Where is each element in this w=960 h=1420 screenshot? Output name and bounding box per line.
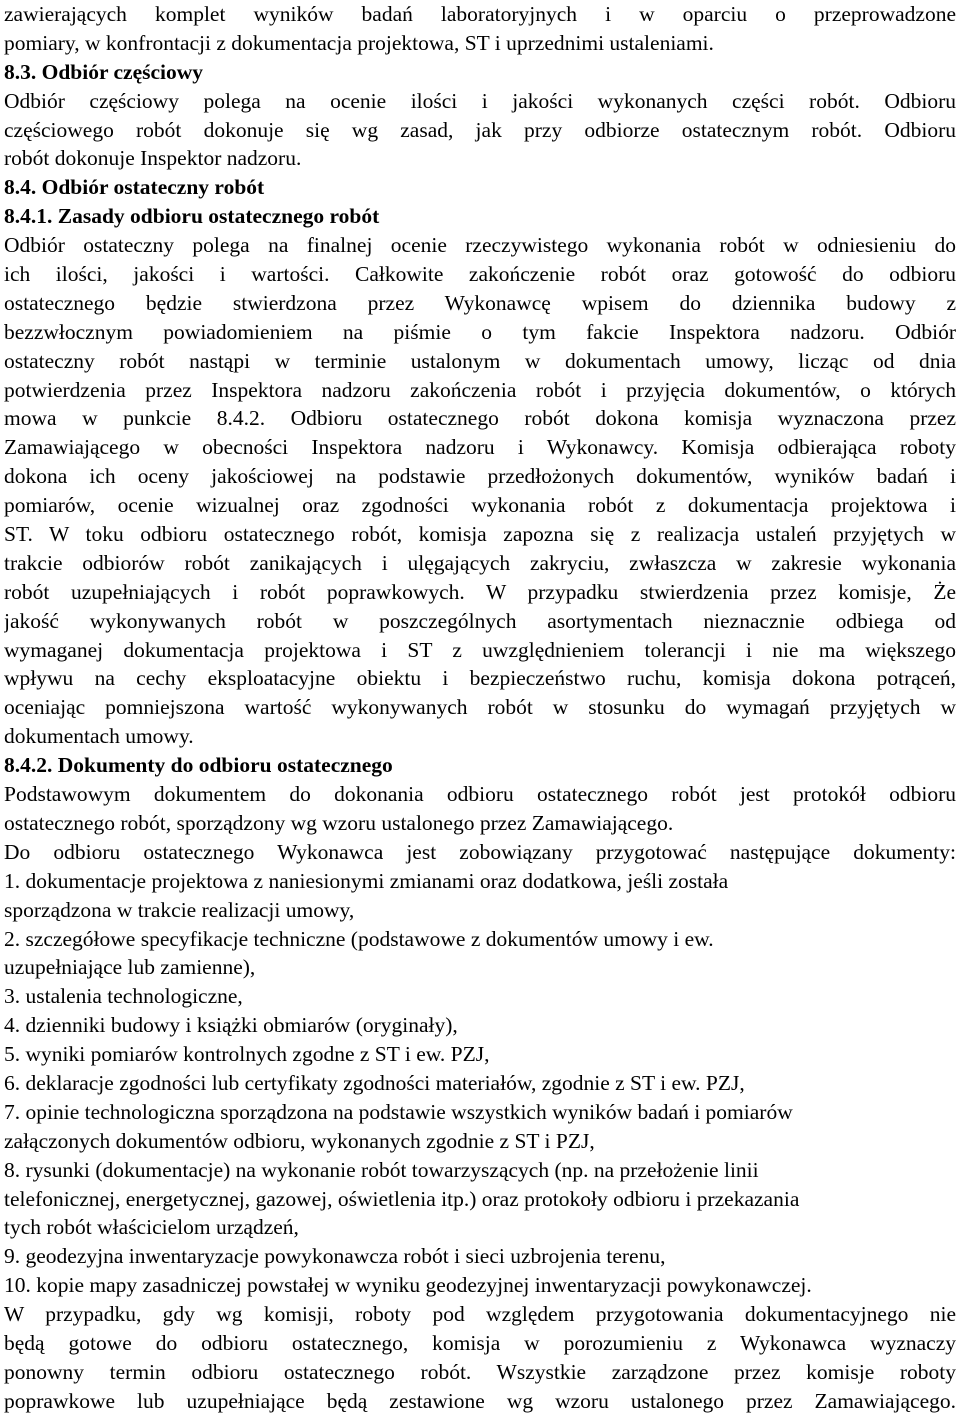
text-line: 2. szczegółowe specyfikacje techniczne (podstawowe z dokumentów umowy i ew.	[4, 926, 714, 951]
text-line: 10. kopie mapy zasadniczej powstałej w wyniku geodezyjnej inwentaryzacji powykonawczej.	[4, 1273, 812, 1298]
text-line: dokumentach umowy.	[4, 724, 194, 749]
text-line: 3. ustalenia technologiczne,	[4, 984, 243, 1009]
text-line: 8. rysunki (dokumentacje) na wykonanie robót towarzyszących (np. na przełożenie linii	[4, 1157, 759, 1182]
text-line: sporządzona w trakcie realizacji umowy,	[4, 897, 355, 922]
text-line: 4. dzienniki budowy i książki obmiarów (oryginały),	[4, 1013, 458, 1038]
text-line: Zamawiającego w obecności Inspektora nadzoru i Wykonawcy. Komisja odbierająca roboty	[4, 435, 956, 460]
text-line: uzupełniające lub zamienne),	[4, 955, 256, 980]
text-line: pomiary, w konfrontacji z dokumentacja projektowa, ST i uprzednimi ustaleniami.	[4, 30, 714, 55]
text-line: wpływu na cechy eksploatacyjne obiektu i bezpieczeństwo ruchu, komisja dokona potrąceń,	[4, 666, 956, 691]
text-line: zawierających komplet wyników badań laboratoryjnych i w oparciu o przeprowadzone	[4, 2, 956, 26]
text-line: ST. W toku odbioru ostatecznego robót, komisja zapozna się z realizacja ustaleń przyjętych w	[4, 522, 956, 547]
text-line: oceniając pomniejszona wartość wykonywanych robót w stosunku do wymagań przyjętych w	[4, 695, 956, 720]
text-line: robót dokonuje Inspektor nadzoru.	[4, 146, 302, 171]
text-line: załączonych dokumentów odbioru, wykonanych zgodnie z ST i PZJ,	[4, 1128, 595, 1153]
section-heading: 8.4.2. Dokumenty do odbioru ostatecznego	[4, 753, 393, 778]
text-line: 7. opinie technologiczna sporządzona na podstawie wszystkich wyników badań i pomiarów	[4, 1099, 793, 1124]
section-heading: 8.4. Odbiór ostateczny robót	[4, 175, 265, 200]
text-line: jakość wykonywanych robót w poszczególnych asortymentach nieznacznie odbiega od	[4, 608, 956, 633]
text-line: ostatecznego będzie stwierdzona przez Wykonawcę wpisem do dziennika budowy z	[4, 290, 956, 315]
text-line: ponowny termin odbioru ostatecznego robót. Wszystkie zarządzone przez komisje roboty	[4, 1359, 956, 1384]
text-line: potwierdzenia przez Inspektora nadzoru zakończenia robót i przyjęcia dokumentów, o których	[4, 377, 956, 402]
text-line: bezzwłocznym powiadomieniem na piśmie o tym fakcie Inspektora nadzoru. Odbiór	[4, 319, 956, 344]
text-line: Do odbioru ostatecznego Wykonawca jest zobowiązany przygotować następujące dokumenty:	[4, 839, 956, 864]
text-line: Odbiór częściowy polega na ocenie ilości i jakości wykonanych części robót. Odbioru	[4, 88, 956, 113]
text-line: dokona ich oceny jakościowej na podstawie przedłożonych dokumentów, wyników badań i	[4, 464, 956, 489]
section-heading: 8.4.1. Zasady odbioru ostatecznego robót	[4, 204, 380, 229]
text-line: wymaganej dokumentacja projektowa i ST z uwzględnieniem tolerancji i nie ma większego	[4, 637, 956, 662]
text-line: ostateczny robót nastąpi w terminie ustalonym w dokumentach umowy, licząc od dnia	[4, 348, 956, 373]
text-line: W przypadku, gdy wg komisji, roboty pod względem przygotowania dokumentacyjnego nie	[4, 1302, 956, 1327]
text-line: ostatecznego robót, sporządzony wg wzoru ustalonego przez Zamawiającego.	[4, 810, 674, 835]
text-line: poprawkowe lub uzupełniające będą zestawione wg wzoru ustalonego przez Zamawiającego.	[4, 1388, 956, 1413]
text-line: telefonicznej, energetycznej, gazowej, oświetlenia itp.) oraz protokoły odbioru i przekazania	[4, 1186, 800, 1211]
text-line: ich ilości, jakości i wartości. Całkowite zakończenie robót oraz gotowość do odbioru	[4, 262, 956, 287]
section-heading: 8.3. Odbiór częściowy	[4, 59, 204, 84]
text-line: mowa w punkcie 8.4.2. Odbioru ostatecznego robót dokona komisja wyznaczona przez	[4, 406, 956, 431]
text-line: częściowego robót dokonuje się wg zasad, jak przy odbiorze ostatecznym robót. Odbioru	[4, 117, 956, 142]
text-line: 5. wyniki pomiarów kontrolnych zgodne z ST i ew. PZJ,	[4, 1042, 490, 1067]
text-line: trakcie odbiorów robót zanikających i ulęgających zakryciu, zwłaszcza w zakresie wykonania	[4, 550, 956, 575]
text-line: Odbiór ostateczny polega na finalnej ocenie rzeczywistego wykonania robót w odniesieniu do	[4, 233, 956, 258]
text-line: 1. dokumentacje projektowa z naniesionymi zmianami oraz dodatkowa, jeśli została	[4, 868, 729, 893]
text-line: Podstawowym dokumentem do dokonania odbioru ostatecznego robót jest protokół odbioru	[4, 782, 956, 807]
text-line: 9. geodezyjna inwentaryzacje powykonawcza robót i sieci uzbrojenia terenu,	[4, 1244, 666, 1269]
text-line: 6. deklaracje zgodności lub certyfikaty zgodności materiałów, zgodnie z ST i ew. PZJ,	[4, 1070, 745, 1095]
text-line: będą gotowe do odbioru ostatecznego, komisja w porozumieniu z Wykonawca wyznaczy	[4, 1330, 956, 1355]
text-line: robót uzupełniających i robót poprawkowych. W przypadku stwierdzenia przez komisje, Że	[4, 579, 956, 604]
text-line: pomiarów, ocenie wizualnej oraz zgodności wykonania robót z dokumentacja projektowa i	[4, 493, 956, 518]
text-line: tych robót właścicielom urządzeń,	[4, 1215, 299, 1240]
